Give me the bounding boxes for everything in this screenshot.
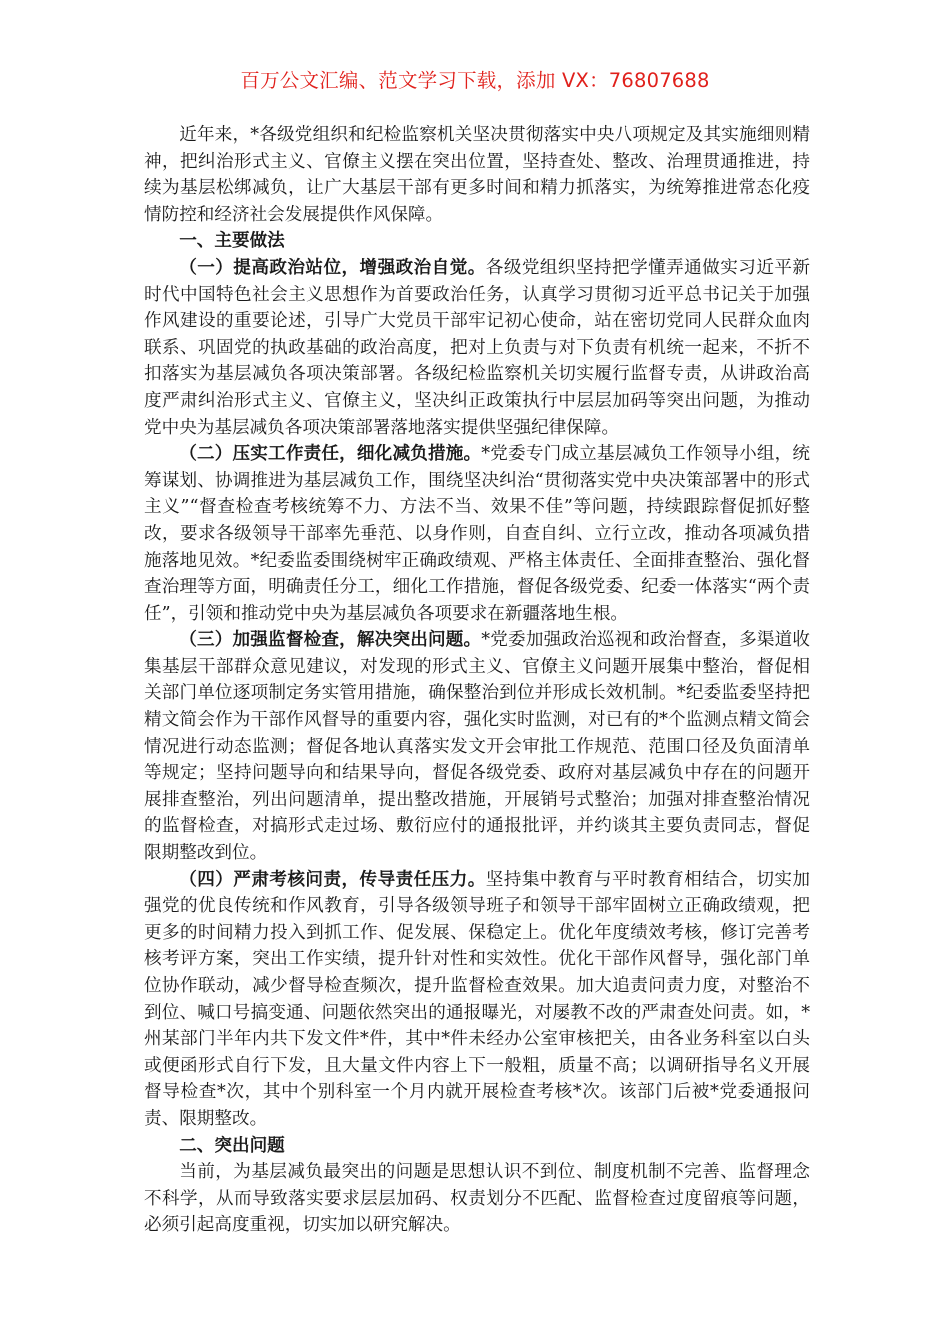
section-2-heading: 二、突出问题 (179, 1134, 285, 1156)
item-2-paragraph (144, 441, 810, 627)
item-3-text: *党委加强政治巡视和政治督查，多渠道收集基层干部群众意见建议，对发现的形式主义、官僚主义问题开展集中整治，督促相关部门单位逐项制定务实管用措施，确保整治到位并形成长效机制。*纪委监委坚持把精文简会作为干部作风督导的重要内容，强化实时监测，对已有的*个监测点精文简会情况进行动态监测；督促各地认真落实发文开会审批工作规范、范围口径及负面清单等规定；坚持问题导向和结果导向，督促各级党委、政府对基层减负中存在的问题开展排查整治，列出问题清单，提出整改措施，开展销号式整治；加强对排查整治情况的监督检查，对搞形式走过场、敷衍应付的通报批评，并约谈其主要负责同志，督促限期整改到位。 (144, 630, 810, 864)
item-2-lead: （二）压实工作责任，细化减负措施。 (179, 443, 482, 465)
section-2-paragraph: 当前，为基层减负最突出的问题是思想认识不到位、制度机制不完善、监督理念不科学，从而导致落实要求层层加码、权责划分不匹配、监督检查过度留痕等问题，必须引起高度重视，切实加以研究解决。 (144, 1162, 810, 1236)
item-1-paragraph (144, 255, 810, 441)
section-1-heading: 一、主要做法 (179, 230, 285, 252)
item-2-text: *党委专门成立基层减负工作领导小组，统筹谋划、协调推进为基层减负工作，围绕坚决纠治“贯彻落实党中央决策部署中的形式主义”“督查检查考核统筹不力、方法不当、效果不佳”等问题，持续跟踪督促抓好整改，要求各级领导干部率先垂范、以身作则，自查自纠、立行立改，推动各项减负措施落地见效。*纪委监委围绕树牢正确政绩观、严格主体责任、全面排查整治、强化督查治理等方面，明确责任分工，细化工作措施，督促各级党委、纪委一体落实“两个责任”，引领和推动党中央为基层减负各项要求在新疆落地生根。 (144, 444, 810, 624)
header-banner: 百万公文汇编、范文学习下载，添加 VX：76807688 (240, 69, 710, 92)
item-3-paragraph (144, 627, 810, 866)
item-3-lead: （三）加强监督检查，解决突出问题。 (179, 629, 482, 651)
item-4-lead: （四）严肃考核问责，传导责任压力。 (179, 868, 486, 890)
intro-paragraph: 近年来，*各级党组织和纪检监察机关坚决贯彻落实中央八项规定及其实施细则精神，把纠治形式主义、官僚主义摆在突出位置，坚持查处、整改、治理贯通推进，持续为基层松绑减负，让广大基层干部有更多时间和精力抓落实，为统筹推进常态化疫情防控和经济社会发展提供作风保障。 (144, 125, 810, 225)
item-1-lead: （一）提高政治站位，增强政治自觉。 (179, 256, 486, 278)
item-4-text: 坚持集中教育与平时教育相结合，切实加强党的优良传统和作风教育，引导各级领导班子和领导干部牢固树立正确政绩观，把更多的时间精力投入到抓工作、促发展、保稳定上。优化年度绩效考核，修订完善考核考评方案，突出工作实绩，提升针对性和实效性。优化干部作风督导，强化部门单位协作联动，减少督导检查频次，提升监督检查效果。加大追责问责力度，对整治不到位、喊口号搞变通、问题依然突出的通报曝光，对屡教不改的严肃查处问责。如，*州某部门半年内共下发文件*件，其中*件未经办公室审核把关，由各业务科室以白头或便函形式自行下发，且大量文件内容上下一般粗，质量不高；以调研指导名义开展督导检查*次，其中个别科室一个月内就开展检查考核*次。该部门后被*党委通报问责、限期整改。 (144, 869, 810, 1129)
document-body (144, 122, 810, 1239)
item-1-text: 各级党组织坚持把学懂弄通做实习近平新时代中国特色社会主义思想作为首要政治任务，认真学习贯彻习近平总书记关于加强作风建设的重要论述，引导广大党员干部牢记初心使命，站在密切党同人民群众血肉联系、巩固党的执政基础的政治高度，把对上负责与对下负责有机统一起来，不折不扣落实为基层减负各项决策部署。各级纪检监察机关切实履行监督专责，从讲政治高度严肃纠治形式主义、官僚主义，坚决纠正政策执行中层层加码等突出问题，为推动党中央为基层减负各项决策部署落地落实提供坚强纪律保障。 (144, 257, 810, 438)
item-4-paragraph (144, 867, 810, 1133)
